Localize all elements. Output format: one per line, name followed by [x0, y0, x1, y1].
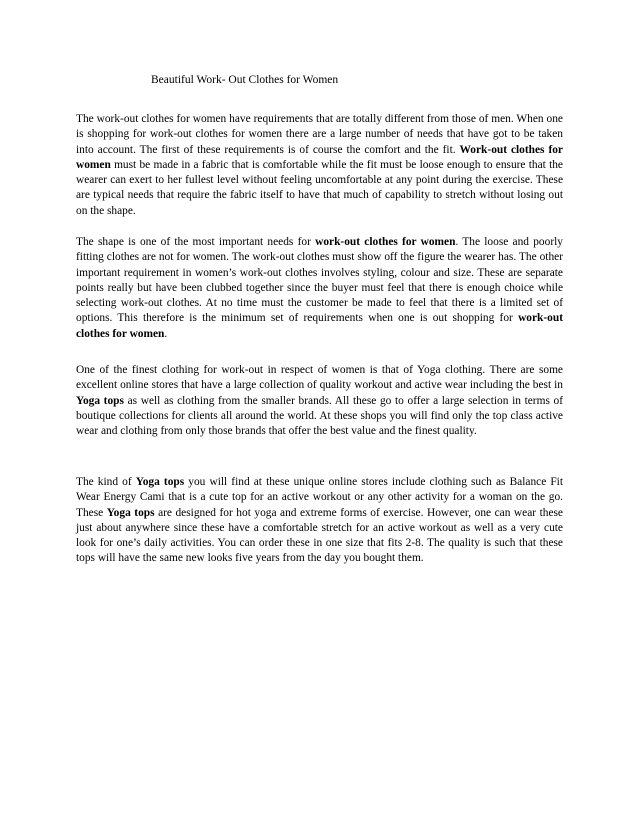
paragraph-text: The work-out clothes for women have requirements that are totally different from those of men. When one is shopping for work-out clothes for women there are a large number of needs that have got to be taken into account. The first of these requirements is of course the comfort and the fit.	[76, 113, 563, 156]
paragraph-text: The kind of	[76, 476, 136, 488]
keyword-link[interactable]: Work-out clothes for women	[76, 143, 563, 171]
paragraph-4	[76, 475, 563, 567]
keyword-link[interactable]: Yoga tops	[106, 506, 155, 519]
paragraph-text: as well as clothing from the smaller brands. All these go to offer a large selection in terms of boutique collections for clients all around the world. At these shops you will find only the top class active wear and clothing from only those brands that offer the best value and the finest quality.	[76, 394, 563, 438]
paragraph-3	[76, 363, 563, 439]
document-title: Beautiful Work- Out Clothes for Women	[151, 74, 339, 86]
keyword-link[interactable]: Yoga tops	[135, 476, 185, 488]
keyword-link[interactable]: Yoga tops	[76, 394, 124, 407]
keyword-link[interactable]: work-out clothes for women	[315, 236, 456, 248]
paragraph-text: .	[164, 327, 168, 340]
paragraph-text: are designed for hot yoga and extreme forms of exercise. However, one can wear these just about anywhere since these have a comfortable stretch for an active workout as well as a very cute look for one’s daily activities. You can order these in one size that fits 2-8. The quality is such that these tops will have the same new looks five years from the day you bought them.	[76, 506, 563, 565]
paragraph-text: One of the finest clothing for work-out in respect of women is that of Yoga clothing. There are some excellent online stores that have a large collection of quality workout and active wear including the best in	[76, 364, 563, 392]
paragraph-text: you will find at these unique online stores include clothing such as Balance Fit Wear Energy Cami that is a cute top for an active workout or any other activity for a woman on the go. These	[76, 476, 564, 519]
keyword-link[interactable]: work-out clothes for women	[76, 312, 563, 340]
paragraph-text: The shape is one of the most important needs for	[76, 236, 316, 248]
paragraph-1	[76, 112, 563, 219]
paragraph-text: . The loose and poorly fitting clothes are not for women. The work-out clothes must show off the figure the wearer has. The other important requirement in women’s work-out clothes involves styling, colour and size. These are separate points really but have been clubbed together since the buyer must feel that there is enough choice while selecting work-out clothes. At no time must the customer be made to feel that there is a limited set of options. This therefore is the minimum set of requirements when one is out shopping for	[76, 236, 563, 325]
paragraph-2	[76, 235, 563, 342]
paragraph-text: must be made in a fabric that is comfortable while the fit must be loose enough to ensure that the wearer can exert to her fullest level without feeling uncomfortable at any point during the exercise. These are typical needs that require the fabric itself to have that much of capability to stretch without losing out on the shape.	[76, 158, 563, 217]
